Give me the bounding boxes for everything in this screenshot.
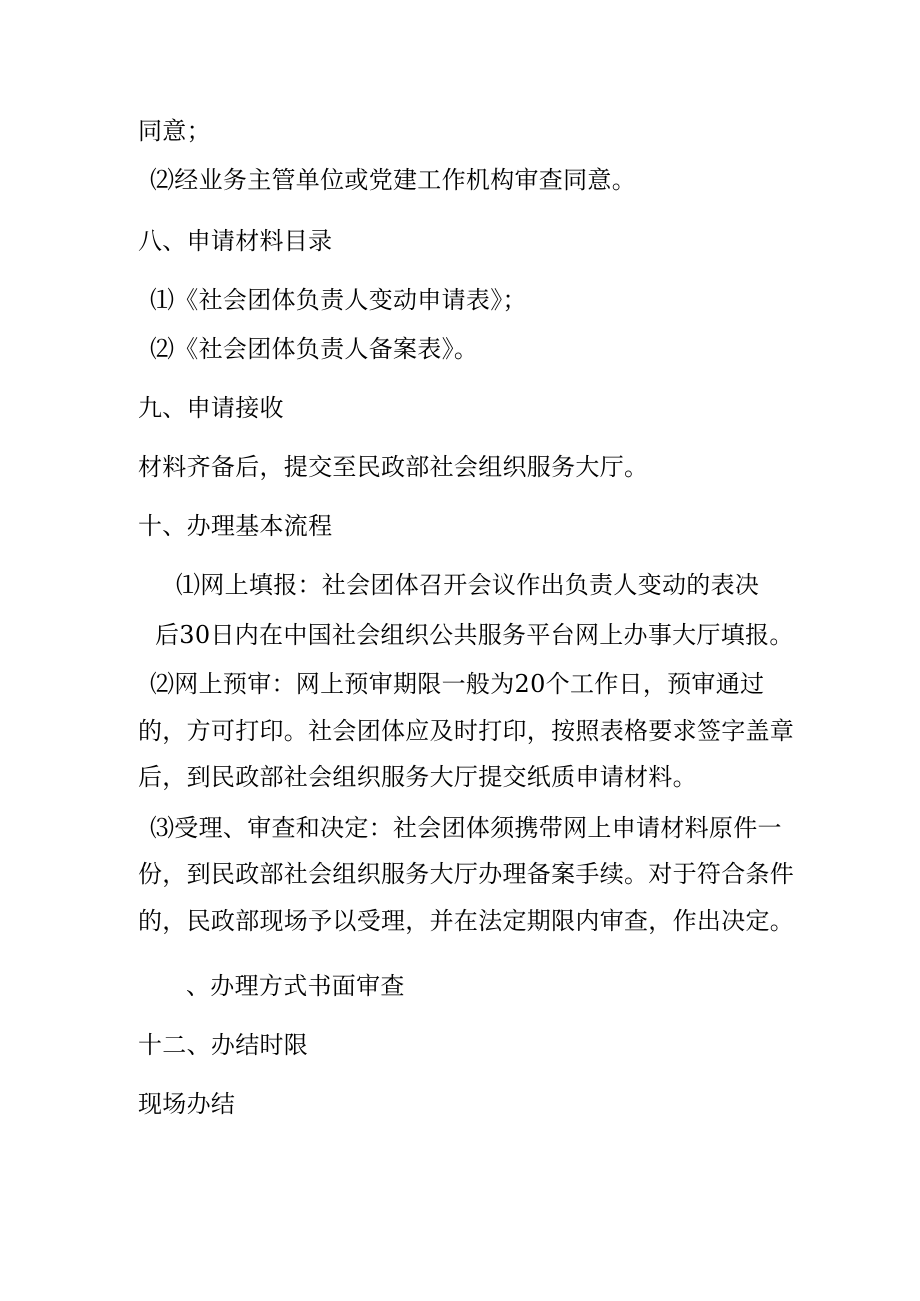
text-line: 份，到民政部社会组织服务大厅办理备案手续。对于符合条件: [138, 860, 795, 888]
text-line: 材料齐备后，提交至民政部社会组织服务大厅。: [138, 453, 649, 481]
list-item: ⑵《社会团体负责人备案表》。: [150, 335, 479, 363]
section-heading: 八、申请材料目录: [138, 227, 333, 255]
section-heading: 十、办理基本流程: [138, 512, 333, 540]
text-line: 的，方可打印。社会团体应及时打印，按照表格要求签字盖章: [138, 717, 795, 745]
text-line: ⑶受理、审查和决定：社会团体须携带网上申请材料原件一: [150, 814, 782, 842]
text-line: 现场办结: [138, 1090, 236, 1118]
text-line: 同意；: [138, 117, 211, 145]
text-line: ⑵经业务主管单位或党建工作机构审查同意。: [150, 166, 636, 194]
section-heading: 九、申请接收: [138, 394, 284, 422]
text-line: 后，到民政部社会组织服务大厅提交纸质申请材料。: [138, 763, 697, 791]
section-heading: 十二、办结时限: [138, 1031, 309, 1059]
text-line: ⑴网上填报：社会团体召开会议作出负责人变动的表决: [176, 571, 760, 599]
list-item: ⑴《社会团体负责人变动申请表》；: [150, 286, 527, 314]
section-heading: 、办理方式书面审查: [186, 972, 405, 1000]
text-line: ⑵网上预审：网上预审期限一般为20个工作日，预审通过: [150, 670, 765, 698]
text-line: 的，民政部现场予以受理，并在法定期限内审查，作出决定。: [138, 907, 795, 935]
text-line: 后30日内在中国社会组织公共服务平台网上办事大厅填报。: [155, 621, 794, 649]
